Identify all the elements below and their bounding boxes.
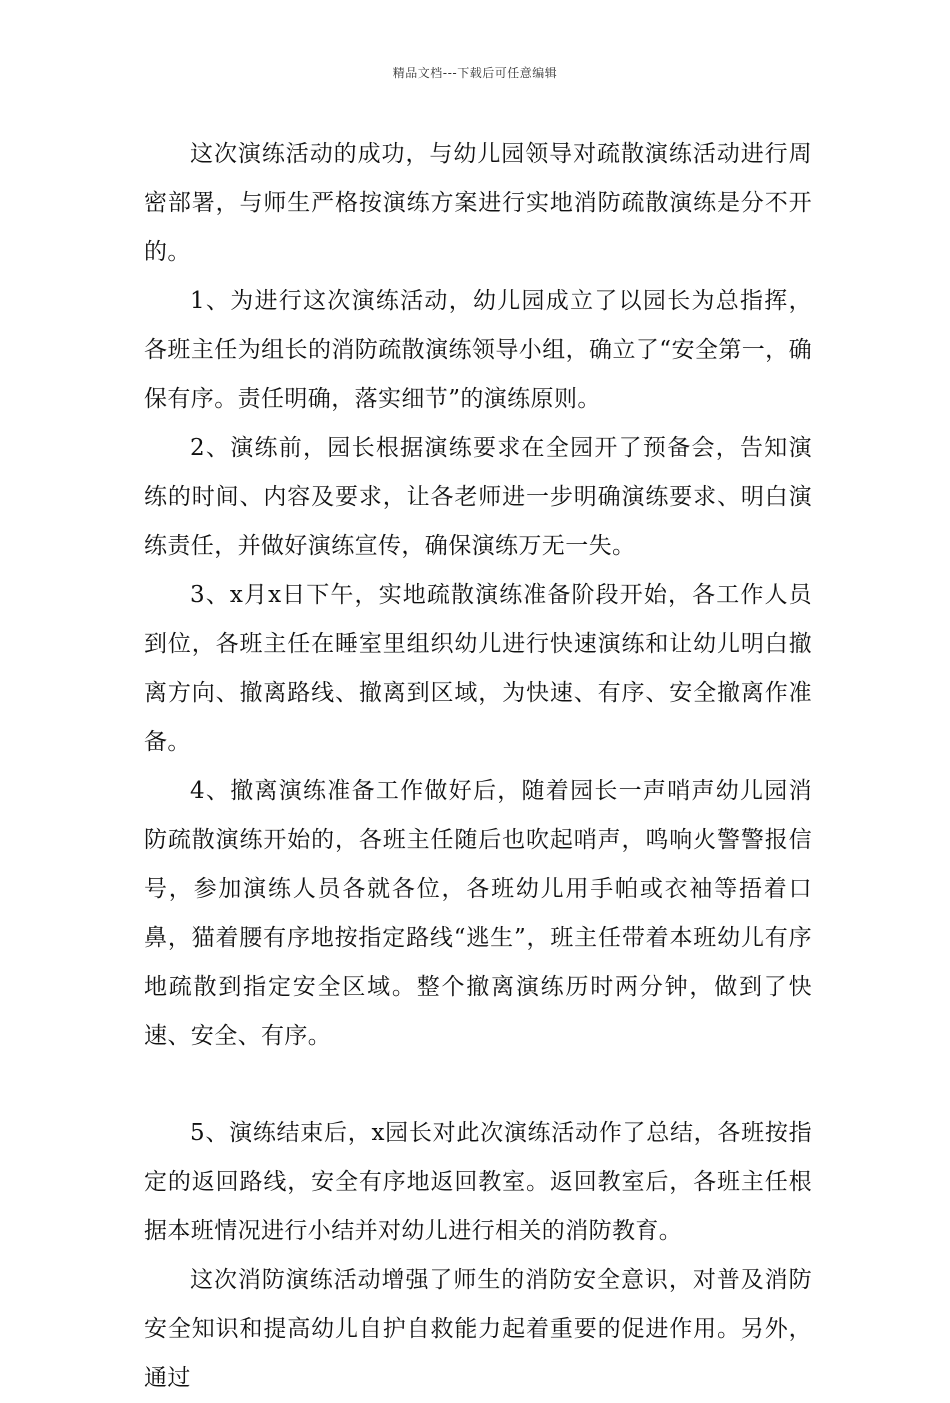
paragraph-intro: 这次演练活动的成功，与幼儿园领导对疏散演练活动进行周密部署，与师生严格按演练方案进行实地消防疏散演练是分不开的。	[144, 141, 812, 265]
paragraph-summary: 这次消防演练活动增强了师生的消防安全意识，对普及消防安全知识和提高幼儿自护自救能力起着重要的促进作用。另外，通过	[144, 1267, 812, 1391]
paragraph-item-5: 5、演练结束后，x园长对此次演练活动作了总结，各班按指定的返回路线，安全有序地返回教室。返回教室后，各班主任根据本班情况进行小结并对幼儿进行相关的消防教育。	[144, 1120, 812, 1244]
paragraph-item-4: 4、撤离演练准备工作做好后，随着园长一声哨声幼儿园消防疏散演练开始的，各班主任随后也吹起哨声，鸣响火警警报信号，参加演练人员各就各位，各班幼儿用手帕或衣袖等捂着口鼻，猫着腰有序地按指定路线“逃生”，班主任带着本班幼儿有序地疏散到指定安全区域。整个撤离演练历时两分钟，做到了快速、安全、有序。	[144, 778, 812, 1049]
document-body	[144, 130, 812, 1403]
page-header: 精品文档---下载后可任意编辑	[392, 66, 558, 80]
paragraph-item-1: 1、为进行这次演练活动，幼儿园成立了以园长为总指挥，各班主任为组长的消防疏散演练领导小组，确立了“安全第一，确保有序。责任明确，落实细节”的演练原则。	[144, 288, 812, 412]
paragraph-item-3: 3、x月x日下午，实地疏散演练准备阶段开始，各工作人员到位，各班主任在睡室里组织幼儿进行快速演练和让幼儿明白撤离方向、撤离路线、撤离到区域，为快速、有序、安全撤离作准备。	[144, 582, 812, 755]
paragraph-item-2: 2、演练前，园长根据演练要求在全园开了预备会，告知演练的时间、内容及要求，让各老师进一步明确演练要求、明白演练责任，并做好演练宣传，确保演练万无一失。	[144, 435, 812, 559]
